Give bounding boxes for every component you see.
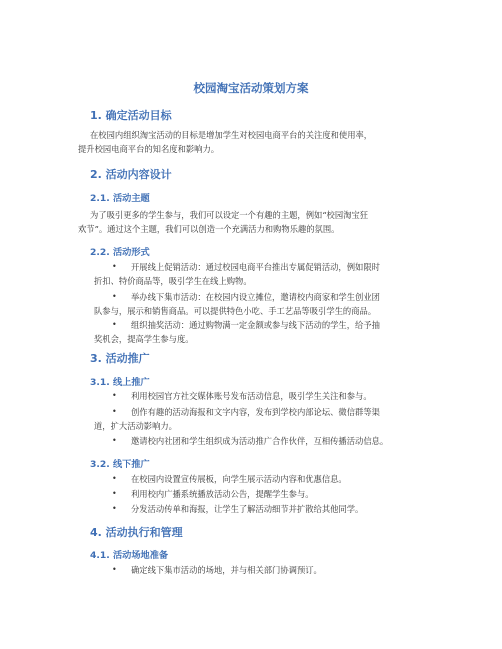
bullet-glyph: •	[112, 292, 117, 301]
bullet-item	[90, 389, 440, 403]
subsection-heading: 4.1. 活动场地准备	[90, 550, 169, 561]
bullet-line: 道，扩大活动影响力。	[94, 421, 177, 431]
bullet-glyph: •	[112, 320, 117, 329]
bullet-line: 分发活动传单和海报，让学生了解活动细节并扩散给其他同学。	[131, 504, 364, 514]
section-heading: 3. 活动推广	[90, 352, 150, 365]
bullet-line: 折扣、特价商品等，吸引学生在线上购物。	[94, 276, 252, 286]
document-title: 校园淘宝活动策划方案	[193, 81, 309, 95]
subsection-heading: 3.2. 线下推广	[90, 459, 150, 470]
paragraph-line: 提升校园电商平台的知名度和影响力。	[78, 144, 220, 154]
bullet-line: 队参与，展示和销售商品。可以提供特色小吃、手工艺品等吸引学生的商品。	[94, 306, 377, 316]
bullet-glyph: •	[112, 565, 117, 574]
bullet-item	[90, 434, 440, 448]
bullet-item	[90, 563, 440, 577]
bullet-item	[90, 405, 440, 433]
paragraph	[78, 128, 438, 156]
bullet-item	[90, 318, 440, 346]
subsection-heading: 3.1. 线上推广	[90, 377, 150, 388]
bullet-line: 开展线上促销活动：通过校园电商平台推出专属促销活动，例如限时	[131, 262, 380, 272]
bullet-line: 在校园内设置宣传展板，向学生展示活动内容和优惠信息。	[131, 474, 347, 484]
bullet-line: 创作有趣的活动海报和文字内容，发布到学校内部论坛、微信群等渠	[131, 407, 380, 417]
bullet-glyph: •	[112, 436, 117, 445]
bullet-item	[90, 487, 440, 501]
bullet-glyph: •	[112, 262, 117, 271]
section-heading: 2. 活动内容设计	[90, 168, 172, 181]
bullet-glyph: •	[112, 504, 117, 513]
paragraph-line: 为了吸引更多的学生参与，我们可以设定一个有趣的主题，例如“校园淘宝狂	[90, 210, 369, 220]
paragraph-line: 欢节”。通过这个主题，我们可以创造一个充满活力和购物乐趣的氛围。	[78, 224, 340, 234]
paragraph	[78, 208, 438, 236]
subsection-heading: 2.2. 活动形式	[90, 247, 150, 258]
bullet-glyph: •	[112, 391, 117, 400]
bullet-item	[90, 472, 440, 486]
bullet-glyph: •	[112, 474, 117, 483]
bullet-item	[90, 502, 440, 516]
section-heading: 1. 确定活动目标	[90, 109, 172, 122]
section-heading: 4. 活动执行和管理	[90, 526, 183, 539]
bullet-glyph: •	[112, 489, 117, 498]
bullet-line: 确定线下集市活动的场地，并与相关部门协调预订。	[131, 565, 322, 575]
paragraph-line: 在校园内组织淘宝活动的目标是增加学生对校园电商平台的关注度和使用率，	[90, 130, 373, 140]
bullet-line: 奖机会，提高学生参与度。	[94, 334, 194, 344]
bullet-line: 举办线下集市活动：在校园内设立摊位，邀请校内商家和学生创业团	[131, 292, 380, 302]
subsection-heading: 2.1. 活动主题	[90, 193, 150, 204]
bullet-glyph: •	[112, 407, 117, 416]
bullet-item	[90, 260, 440, 288]
bullet-item	[90, 290, 440, 318]
bullet-line: 利用校内广播系统播放活动公告，提醒学生参与。	[131, 489, 314, 499]
bullet-line: 利用校园官方社交媒体账号发布活动信息，吸引学生关注和参与。	[131, 391, 372, 401]
bullet-line: 邀请校内社团和学生组织成为活动推广合作伙伴，互相传播活动信息。	[131, 436, 389, 446]
bullet-line: 组织抽奖活动：通过购物满一定金额或参与线下活动的学生，给予抽	[131, 320, 380, 330]
